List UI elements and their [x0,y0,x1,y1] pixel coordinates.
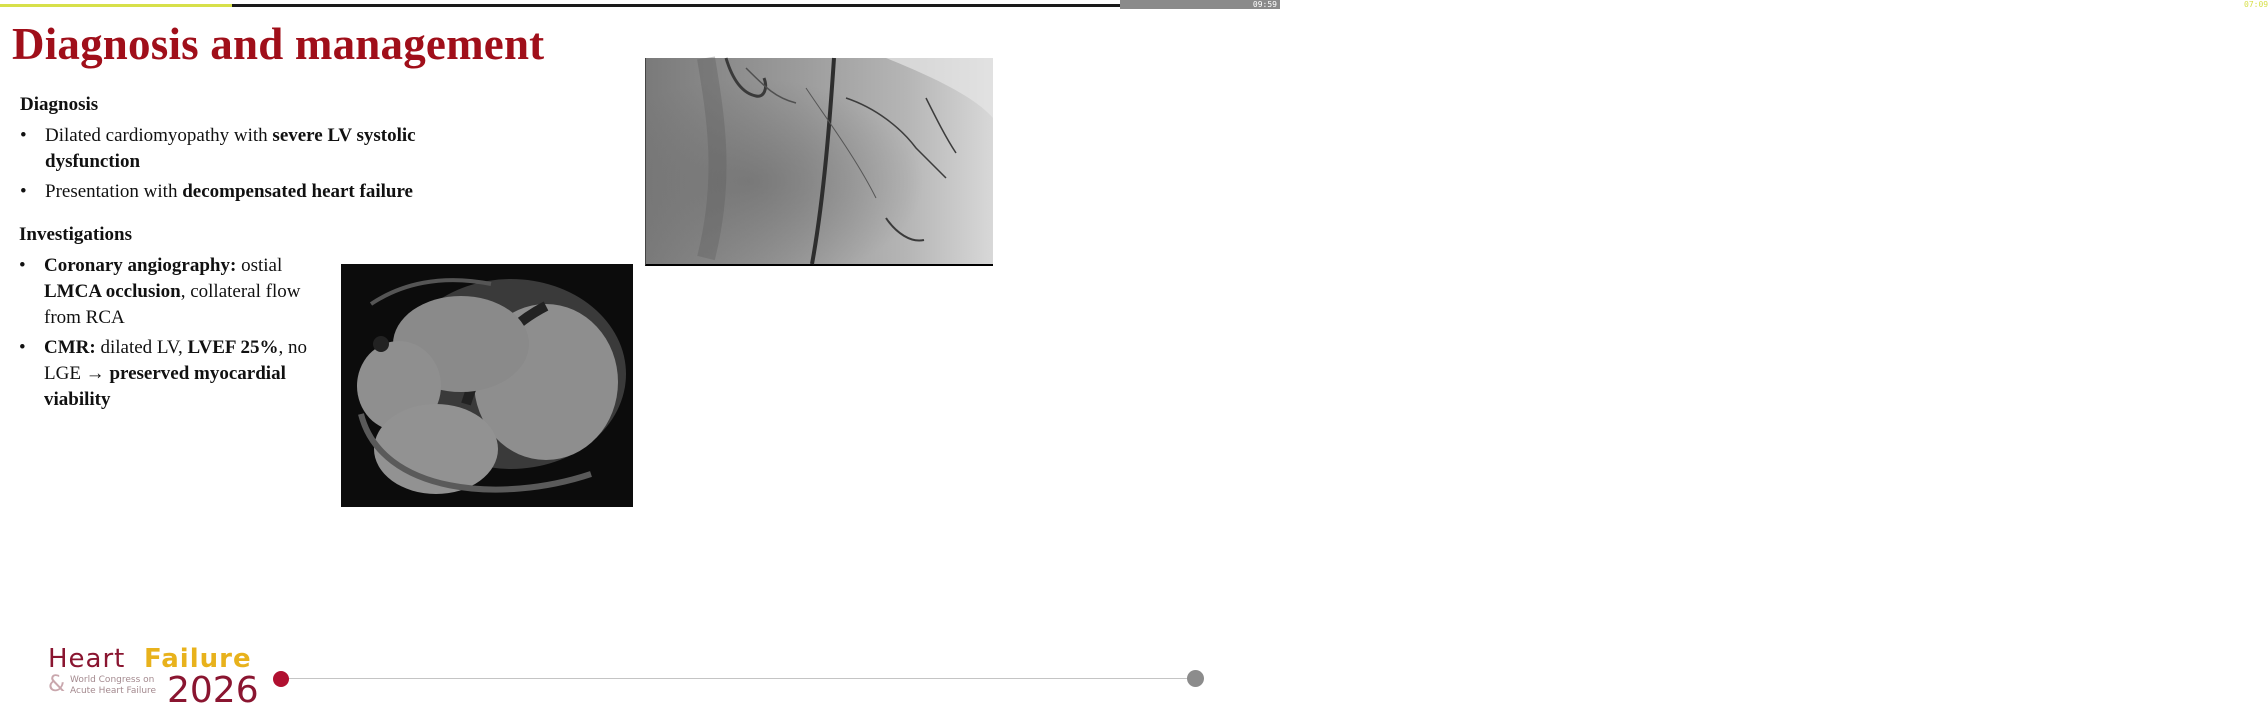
bullet-bold-text: Coronary angiography: [44,255,237,276]
diagnosis-list [20,123,480,209]
list-item [20,179,480,205]
list-item [19,335,314,413]
list-item [20,123,480,175]
time-display [1120,0,2268,9]
bullet-text: dilated LV, [95,337,188,358]
video-progress-bar[interactable] [0,0,2268,9]
logo-word-heart: Heart [48,644,126,674]
progress-fill [0,4,232,7]
bullet-bold-text: CMR: [44,337,96,358]
bullet-bold-text: preserved myocardial viability [44,363,286,410]
logo-subtitle [70,675,156,697]
timeline-end-dot [1187,670,1204,687]
cmr-graphic [341,264,633,507]
investigations-heading: Investigations [19,224,132,245]
bullet-bold-text: LMCA occlusion [44,281,181,302]
bullet-bold-text: LVEF 25% [187,337,279,358]
footer-timeline-line [282,678,1196,679]
ampersand-icon: & [48,672,66,697]
bullet-bold-text: severe LV systolic dysfunction [45,125,416,172]
bullet-text: ostial [236,255,283,276]
cardiac-mri-image [341,264,633,507]
logo-word-failure: Failure [144,644,252,674]
bullet-text: Dilated cardiomyopathy with [45,125,273,146]
list-item [19,253,337,331]
bullet-text: Presentation with [45,181,183,202]
bullet-bold-text: decompensated heart failure [182,181,413,202]
logo-subtitle-line2: Acute Heart Failure [70,686,157,696]
coronary-angiogram-image [645,58,993,266]
bullet-text: , no LGE → [44,337,308,384]
logo-year: 2026 [167,670,259,711]
investigations-list [19,253,337,417]
total-time: 09:59 [1252,0,1277,9]
timeline-start-dot [273,671,289,687]
diagnosis-heading: Diagnosis [20,94,99,115]
angiogram-graphic [646,58,993,264]
congress-logo [48,644,278,710]
slide-title: Diagnosis and management [12,19,545,69]
elapsed-time: 07:09 [2244,0,2268,9]
bullet-text: , collateral flow from RCA [44,281,301,328]
logo-subtitle-line1: World Congress on [70,675,155,685]
